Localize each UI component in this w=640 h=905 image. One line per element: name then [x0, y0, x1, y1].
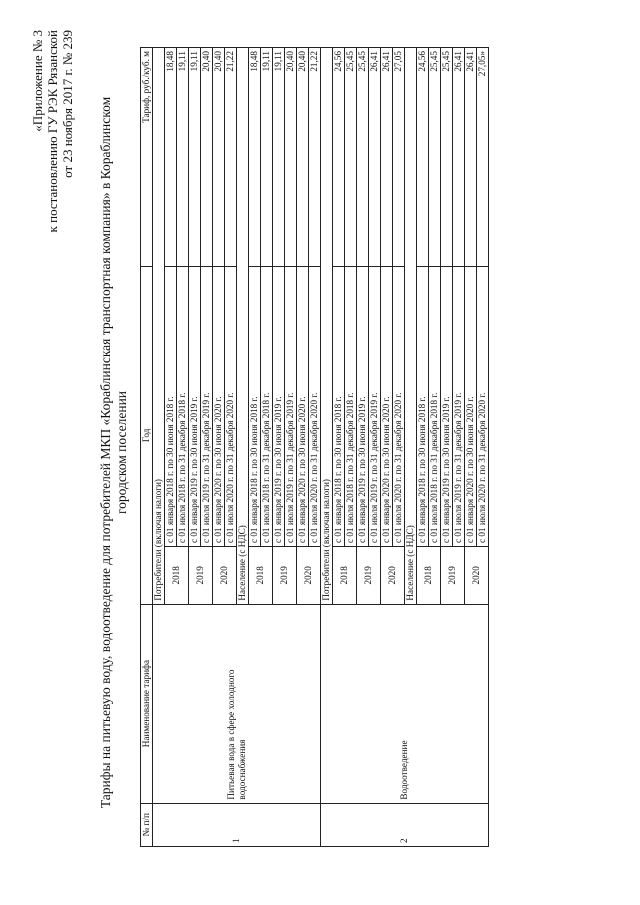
year-cell: 2019	[189, 547, 213, 605]
period-cell: с 01 января 2019 г. по 30 июня 2019 г.	[189, 267, 201, 547]
title-line-1: Тарифы на питьевую воду, водоотведение для потребителей МКП «Кораблинская транспортная компания» в Кораблинском	[98, 96, 113, 809]
appendix-resolution-ref: к постановлению ГУ РЭК Рязанской	[45, 30, 60, 233]
document-title	[98, 40, 130, 865]
consumer-group-label: Население (с НДС)	[405, 48, 417, 605]
tariff-value-cell: 27,05	[393, 48, 405, 267]
section-name: Водоотведение	[321, 604, 489, 803]
tariff-value-cell: 19,11	[261, 48, 273, 267]
tariff-value-cell: 18,48	[249, 48, 261, 267]
year-cell: 2020	[297, 547, 321, 605]
period-cell: с 01 января 2019 г. по 30 июня 2019 г.	[441, 267, 453, 547]
period-cell: с 01 января 2018 г. по 30 июня 2018 г.	[333, 267, 345, 547]
tariff-value-cell: 25,45	[345, 48, 357, 267]
year-cell: 2019	[273, 547, 297, 605]
tariff-value-cell: 25,45	[441, 48, 453, 267]
tariff-table	[140, 47, 489, 847]
section-name: Питьевая вода в сфере холодного водоснабжения	[153, 604, 321, 803]
tariff-value-cell: 25,45	[429, 48, 441, 267]
header-year: Год	[141, 267, 153, 604]
period-cell: с 01 июля 2020 г. по 31 декабря 2020 г.	[225, 267, 237, 547]
period-cell: с 01 июля 2020 г. по 31 декабря 2020 г.	[477, 267, 489, 547]
year-cell: 2018	[249, 547, 273, 605]
period-cell: с 01 января 2019 г. по 30 июня 2019 г.	[357, 267, 369, 547]
period-cell: с 01 января 2019 г. по 30 июня 2019 г.	[273, 267, 285, 547]
period-cell: с 01 июля 2018 г. по 31 декабря 2018 г.	[345, 267, 357, 547]
tariff-value-cell: 20,40	[213, 48, 225, 267]
period-cell: с 01 июля 2020 г. по 31 декабря 2020 г.	[309, 267, 321, 547]
period-cell: с 01 июля 2018 г. по 31 декабря 2018 г.	[261, 267, 273, 547]
tariff-value-cell: 25,45	[357, 48, 369, 267]
year-cell: 2019	[357, 547, 381, 605]
year-cell: 2020	[213, 547, 237, 605]
tariff-value-cell: 19,11	[177, 48, 189, 267]
appendix-date: от 23 ноября 2017 г. № 239	[60, 30, 75, 178]
consumer-group-label: Потребители (включая налоги)	[321, 48, 333, 605]
year-cell: 2018	[417, 547, 441, 605]
section-number: 2	[321, 803, 489, 846]
period-cell: с 01 января 2020 г. по 30 июня 2020 г.	[465, 267, 477, 547]
period-cell: с 01 июля 2019 г. по 31 декабря 2019 г.	[369, 267, 381, 547]
period-cell: с 01 января 2020 г. по 30 июня 2020 г.	[297, 267, 309, 547]
header-tariff: Тариф, руб./куб. м	[141, 48, 153, 267]
tariff-value-cell: 20,40	[285, 48, 297, 267]
tariff-value-cell: 19,11	[189, 48, 201, 267]
year-cell: 2018	[333, 547, 357, 605]
tariff-value-cell: 26,41	[381, 48, 393, 267]
tariff-value-cell: 26,41	[369, 48, 381, 267]
tariff-value-cell: 19,11	[273, 48, 285, 267]
tariff-value-cell: 26,41	[465, 48, 477, 267]
consumer-group-label: Потребители (включая налоги)	[153, 48, 165, 605]
tariff-value-cell: 24,56	[417, 48, 429, 267]
consumer-group-label: Население (с НДС)	[237, 48, 249, 605]
tariff-value-cell: 18,48	[165, 48, 177, 267]
tariff-value-cell: 21,22	[225, 48, 237, 267]
year-cell: 2019	[441, 547, 465, 605]
header-name: Наименование тарифа	[141, 604, 153, 803]
period-cell: с 01 января 2018 г. по 30 июня 2018 г.	[249, 267, 261, 547]
period-cell: с 01 января 2018 г. по 30 июня 2018 г.	[165, 267, 177, 547]
group-row	[153, 48, 165, 847]
period-cell: с 01 июля 2018 г. по 31 декабря 2018 г.	[177, 267, 189, 547]
period-cell: с 01 января 2018 г. по 30 июня 2018 г.	[417, 267, 429, 547]
tariff-value-cell: 26,41	[453, 48, 465, 267]
tariff-value-cell: 20,40	[297, 48, 309, 267]
year-cell: 2020	[381, 547, 405, 605]
year-cell: 2018	[165, 547, 189, 605]
appendix-header	[30, 30, 75, 232]
title-line-2: городском поселении	[114, 390, 129, 515]
period-cell: с 01 июля 2020 г. по 31 декабря 2020 г.	[393, 267, 405, 547]
tariff-value-cell: 21,22	[309, 48, 321, 267]
period-cell: с 01 июля 2018 г. по 31 декабря 2018 г.	[429, 267, 441, 547]
group-row	[321, 48, 333, 847]
period-cell: с 01 июля 2019 г. по 31 декабря 2019 г.	[201, 267, 213, 547]
table-header-row	[141, 48, 153, 847]
header-no: № п/п	[141, 803, 153, 846]
appendix-number: «Приложение № 3	[30, 30, 45, 132]
year-cell: 2020	[465, 547, 489, 605]
period-cell: с 01 января 2020 г. по 30 июня 2020 г.	[381, 267, 393, 547]
tariff-value-cell: 24,56	[333, 48, 345, 267]
period-cell: с 01 июля 2019 г. по 31 декабря 2019 г.	[453, 267, 465, 547]
period-cell: с 01 июля 2019 г. по 31 декабря 2019 г.	[285, 267, 297, 547]
tariff-value-cell: 27,05»	[477, 48, 489, 267]
section-number: 1	[153, 803, 321, 846]
period-cell: с 01 января 2020 г. по 30 июня 2020 г.	[213, 267, 225, 547]
tariff-value-cell: 20,40	[201, 48, 213, 267]
